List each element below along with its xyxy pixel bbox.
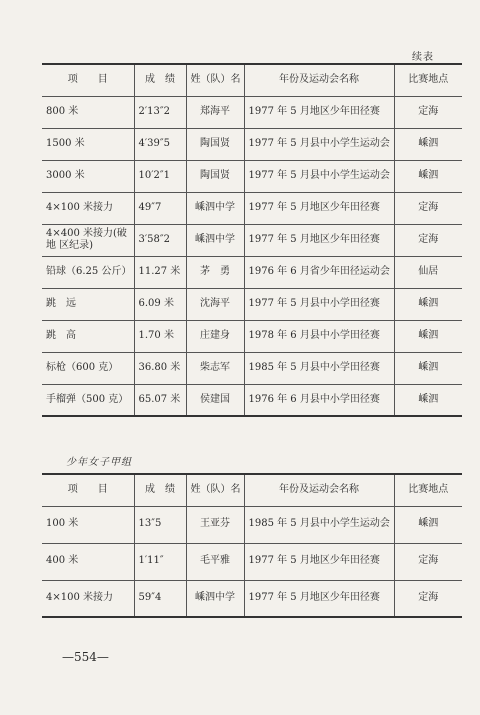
table-cell: 65.07 米: [134, 384, 186, 416]
table-cell: 陶国贤: [186, 128, 244, 160]
table-row: [42, 256, 462, 288]
table-cell: 1977 年 5 月地区少年田径赛: [244, 580, 394, 617]
column-header: 年份及运动会名称: [244, 64, 394, 96]
table-cell: 1.70 米: [134, 320, 186, 352]
table-cell: 手榴弹（500 克）: [42, 384, 134, 416]
table-cell: 定海: [394, 543, 462, 580]
records-table-2: [42, 473, 462, 618]
column-header: 比赛地点: [394, 474, 462, 506]
table-cell: 侯建国: [186, 384, 244, 416]
column-header: 姓（队）名: [186, 64, 244, 96]
table-cell: 1500 米: [42, 128, 134, 160]
table-cell: 铅球（6.25 公斤）: [42, 256, 134, 288]
table-row: [42, 580, 462, 617]
table-cell: 嵊泗: [394, 288, 462, 320]
table-cell: 1977 年 5 月地区少年田径赛: [244, 224, 394, 256]
continued-label: 续表: [412, 52, 434, 63]
table-cell: 4×400 米接力(破地 区纪录): [42, 224, 134, 256]
table-cell: 毛平雅: [186, 543, 244, 580]
section-heading: 少年女子甲组: [66, 457, 132, 468]
table-cell: 嵊泗: [394, 384, 462, 416]
table-cell: 柴志军: [186, 352, 244, 384]
column-header: 年份及运动会名称: [244, 474, 394, 506]
table-cell: 59″4: [134, 580, 186, 617]
table-cell: 跳 高: [42, 320, 134, 352]
table-cell: 4′39″5: [134, 128, 186, 160]
table-cell: 100 米: [42, 506, 134, 543]
table-row: [42, 96, 462, 128]
table-cell: 1976 年 6 月县中小学田径赛: [244, 384, 394, 416]
table-row: [42, 224, 462, 256]
table-cell: 嵊泗中学: [186, 192, 244, 224]
table-row: [42, 288, 462, 320]
table-cell: 嵊泗中学: [186, 580, 244, 617]
column-header: 成 绩: [134, 474, 186, 506]
table-cell: 6.09 米: [134, 288, 186, 320]
column-header: 姓（队）名: [186, 474, 244, 506]
table-cell: 1977 年 5 月地区少年田径赛: [244, 543, 394, 580]
table-header-row: [42, 474, 462, 506]
table-cell: 沈海平: [186, 288, 244, 320]
table-row: [42, 506, 462, 543]
table-cell: 茅 勇: [186, 256, 244, 288]
column-header: 项 目: [42, 474, 134, 506]
table-cell: 跳 远: [42, 288, 134, 320]
table-cell: 1′11″: [134, 543, 186, 580]
table-row: [42, 192, 462, 224]
table-cell: 嵊泗: [394, 160, 462, 192]
table-cell: 1977 年 5 月地区少年田径赛: [244, 96, 394, 128]
column-header: 项 目: [42, 64, 134, 96]
column-header: 比赛地点: [394, 64, 462, 96]
table-cell: 4×100 米接力: [42, 580, 134, 617]
table-cell: 标枪（600 克）: [42, 352, 134, 384]
table-row: [42, 543, 462, 580]
table-cell: 10′2″1: [134, 160, 186, 192]
table-cell: 3000 米: [42, 160, 134, 192]
records-table-1: [42, 63, 462, 417]
table-cell: 嵊泗: [394, 320, 462, 352]
table-cell: 400 米: [42, 543, 134, 580]
table-cell: 1977 年 5 月县中小学生运动会: [244, 128, 394, 160]
table-cell: 4×100 米接力: [42, 192, 134, 224]
page-number: —554—: [62, 650, 109, 664]
table-row: [42, 160, 462, 192]
table-cell: 3′58″2: [134, 224, 186, 256]
table-header-row: [42, 64, 462, 96]
table-cell: 郑海平: [186, 96, 244, 128]
table-cell: 嵊泗: [394, 128, 462, 160]
table-cell: 1976 年 6 月省少年田径运动会: [244, 256, 394, 288]
table-cell: 13″5: [134, 506, 186, 543]
table-row: [42, 128, 462, 160]
table-cell: 11.27 米: [134, 256, 186, 288]
table-row: [42, 352, 462, 384]
table-cell: 王亚芬: [186, 506, 244, 543]
table-cell: 800 米: [42, 96, 134, 128]
table-cell: 嵊泗: [394, 506, 462, 543]
table-cell: 定海: [394, 580, 462, 617]
column-header: 成 绩: [134, 64, 186, 96]
table-cell: 2′13″2: [134, 96, 186, 128]
table-cell: 36.80 米: [134, 352, 186, 384]
table-cell: 1977 年 5 月县中小学生运动会: [244, 160, 394, 192]
table-row: [42, 384, 462, 416]
table-cell: 1977 年 5 月县中小学田径赛: [244, 288, 394, 320]
table-cell: 嵊泗中学: [186, 224, 244, 256]
table-cell: 仙居: [394, 256, 462, 288]
table-cell: 1978 年 6 月县中小学田径赛: [244, 320, 394, 352]
table-cell: 1977 年 5 月地区少年田径赛: [244, 192, 394, 224]
table-cell: 1985 年 5 月县中小学田径赛: [244, 352, 394, 384]
table-cell: 1985 年 5 月县中小学生运动会: [244, 506, 394, 543]
table-cell: 49″7: [134, 192, 186, 224]
table-cell: 庄建身: [186, 320, 244, 352]
table-cell: 嵊泗: [394, 352, 462, 384]
table-row: [42, 320, 462, 352]
table-cell: 定海: [394, 192, 462, 224]
table-cell: 陶国贤: [186, 160, 244, 192]
table-cell: 定海: [394, 96, 462, 128]
table-cell: 定海: [394, 224, 462, 256]
